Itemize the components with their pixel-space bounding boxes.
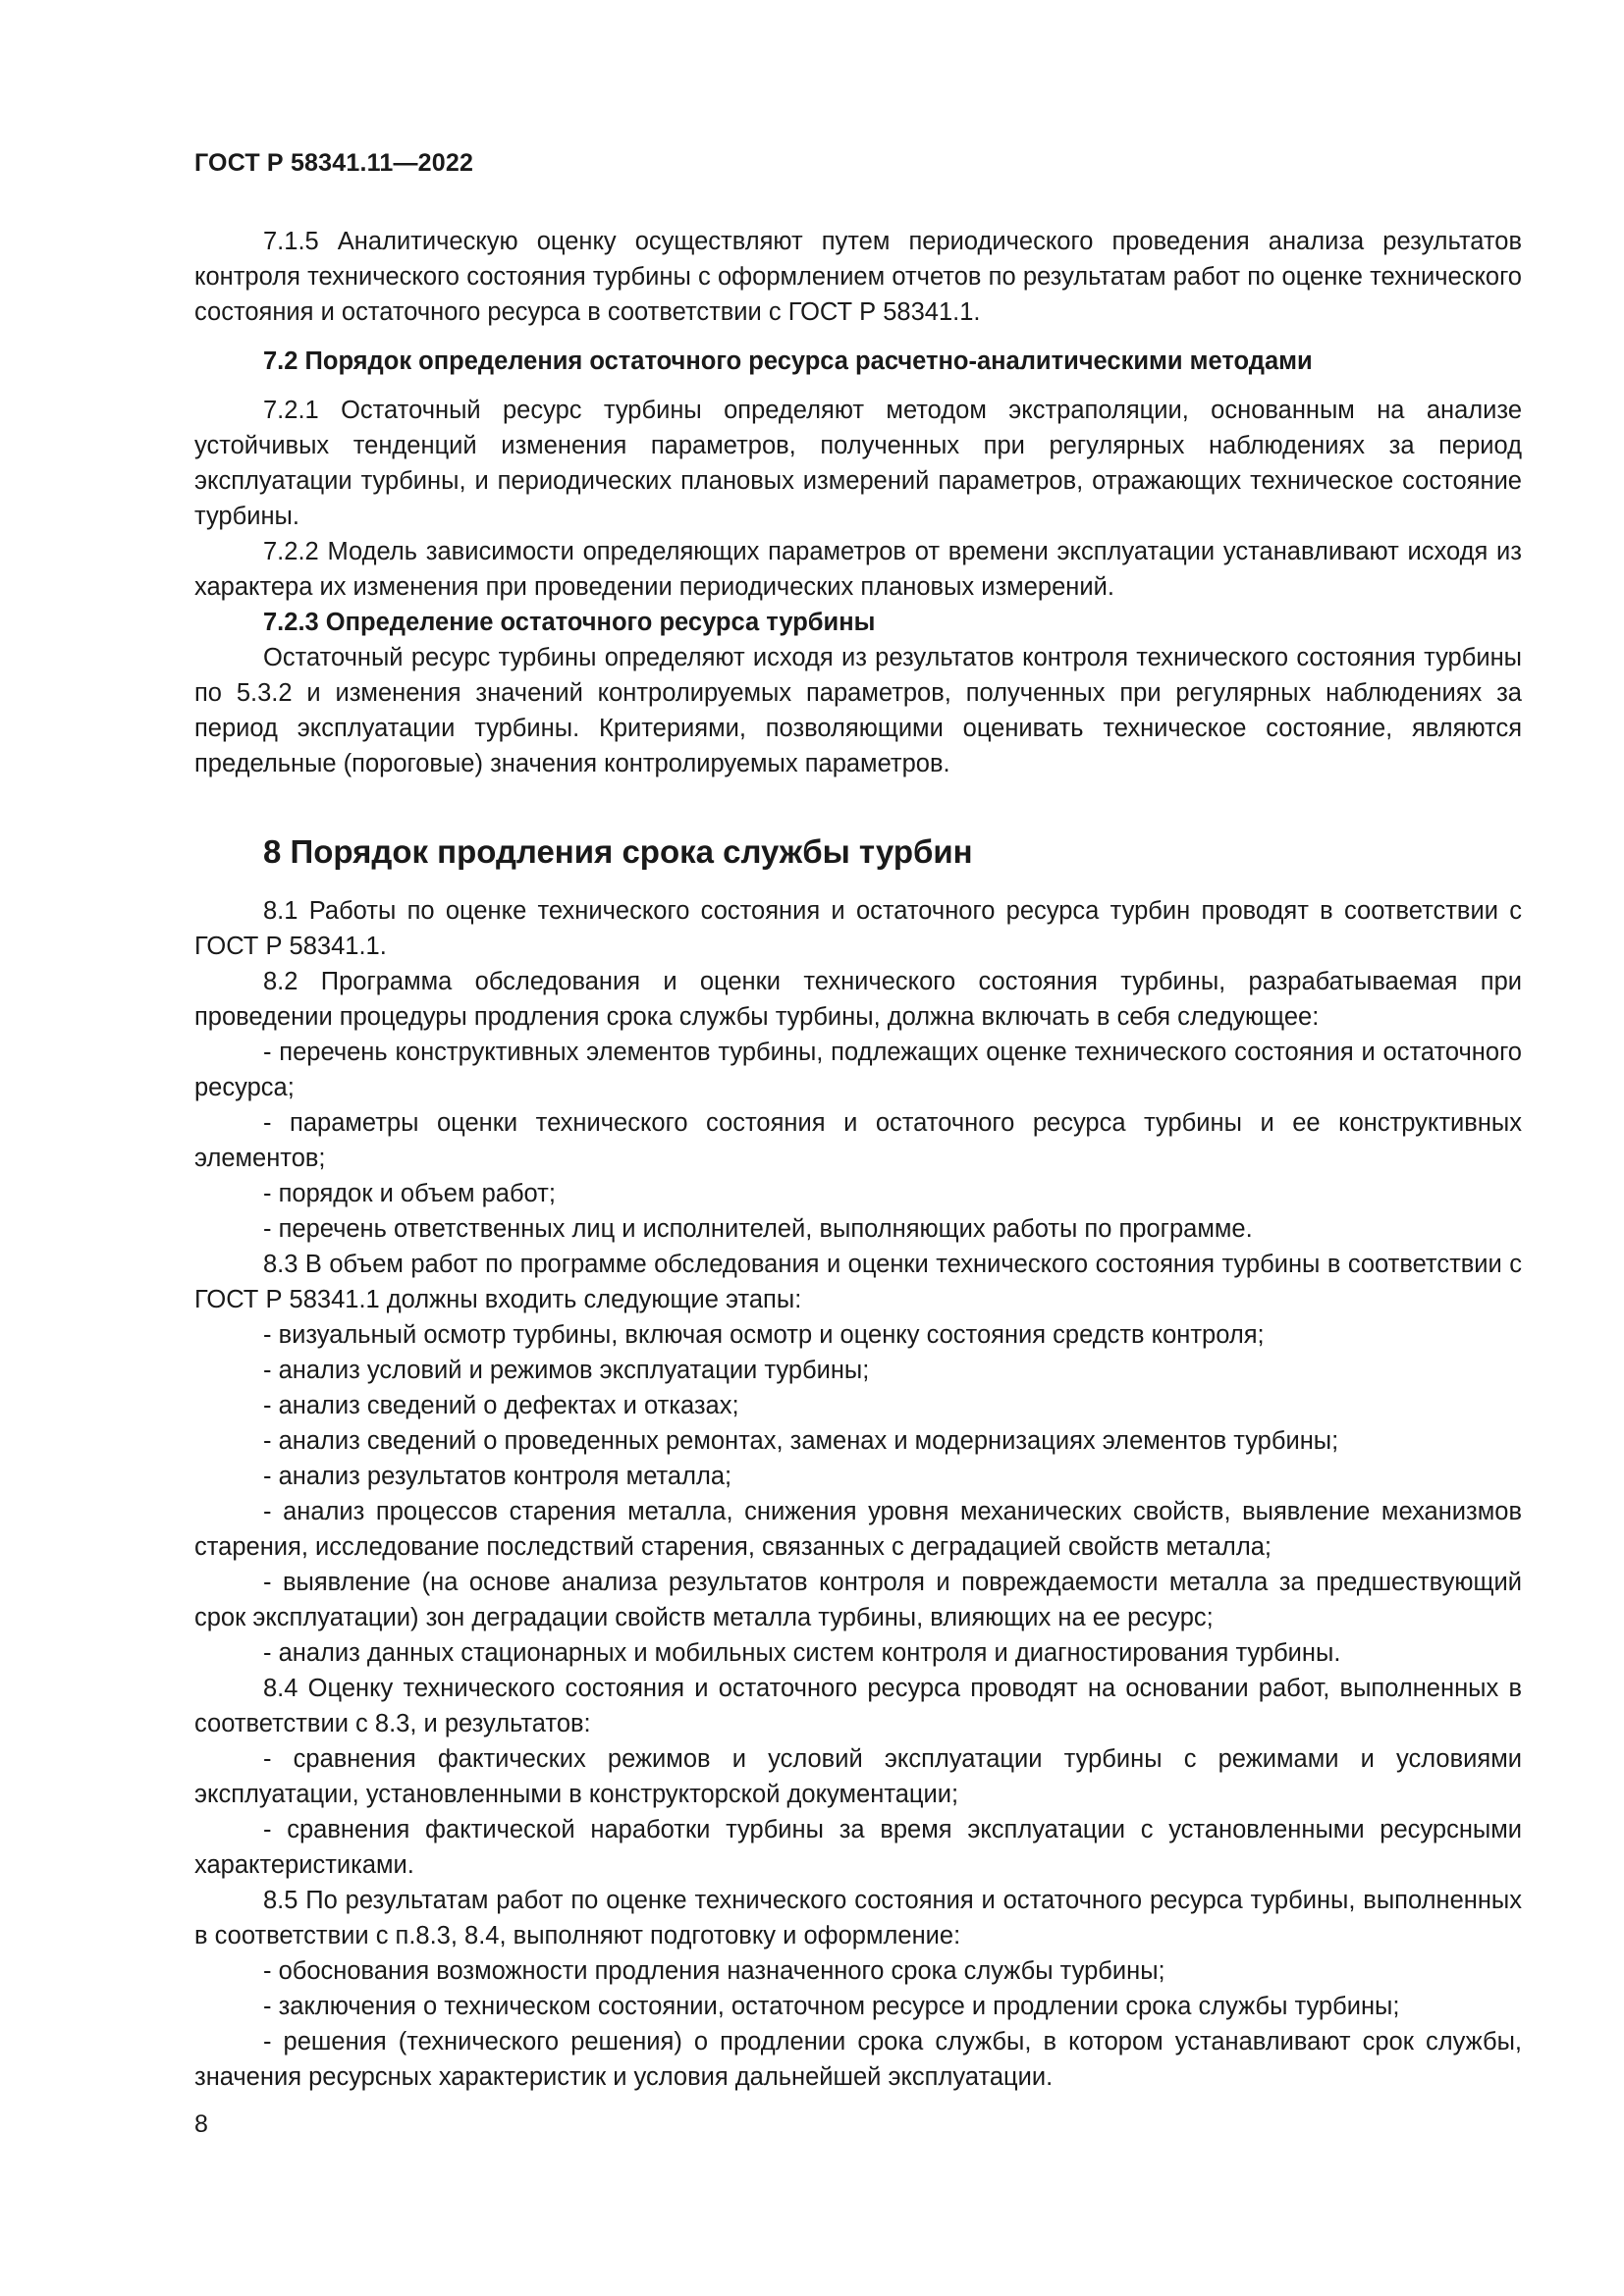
paragraph-7-2-1: 7.2.1 Остаточный ресурс турбины определяют методом экстраполяции, основанным на анализе устойчивых тенденций изменения параметров, полученных при регулярных наблюдениях за период эксплуатации турбины, и периодических плановых измерений параметров, отражающих техническое состояние турбины. — [194, 397, 1522, 530]
list-item: - анализ сведений о дефектах и отказах; — [263, 1392, 739, 1419]
list-item: - сравнения фактических режимов и условий эксплуатации турбины с режимами и условиями эксплуатации, установленными в конструкторской документации; — [194, 1745, 1522, 1808]
list-item: - перечень ответственных лиц и исполнителей, выполняющих работы по программе. — [263, 1215, 1253, 1243]
paragraph-7-1-5: 7.1.5 Аналитическую оценку осуществляют путем периодического проведения анализа результатов контроля технического состояния турбины с оформлением отчетов по результатам работ по оценке технического состояния и остаточного ресурса в соответствии с ГОСТ Р 58341.1. — [194, 228, 1522, 326]
list-item: - анализ данных стационарных и мобильных систем контроля и диагностирования турбины. — [263, 1639, 1341, 1667]
list-item: - анализ результатов контроля металла; — [263, 1463, 732, 1490]
list-item: - заключения о техническом состоянии, остаточном ресурсе и продлении срока службы турбины; — [263, 1993, 1400, 2020]
list-item: - визуальный осмотр турбины, включая осмотр и оценку состояния средств контроля; — [263, 1321, 1265, 1349]
paragraph-8-4: 8.4 Оценку технического состояния и остаточного ресурса проводят на основании работ, выполненных в соответствии с 8.3, и результатов: — [194, 1675, 1522, 1737]
list-item: - анализ процессов старения металла, снижения уровня механических свойств, выявление механизмов старения, исследование последствий старения, связанных с деградацией свойств металла; — [194, 1498, 1522, 1561]
list-item: - анализ сведений о проведенных ремонтах, заменах и модернизациях элементов турбины; — [263, 1427, 1339, 1455]
paragraph-8-3: 8.3 В объем работ по программе обследования и оценки технического состояния турбины в соответствии с ГОСТ Р 58341.1 должны входить следующие этапы: — [194, 1251, 1522, 1313]
list-item: - обоснования возможности продления назначенного срока службы турбины; — [263, 1957, 1165, 1985]
subsection-heading-7-2-3: 7.2.3 Определение остаточного ресурса турбины — [263, 609, 876, 636]
paragraph-8-2: 8.2 Программа обследования и оценки технического состояния турбины, разрабатываемая при проведении процедуры продления срока службы турбины, должна включать в себя следующее: — [194, 968, 1522, 1031]
paragraph-7-2-2: 7.2.2 Модель зависимости определяющих параметров от времени эксплуатации устанавливают исходя из характера их изменения при проведении периодических плановых измерений. — [194, 538, 1522, 601]
section-heading-7-2: 7.2 Порядок определения остаточного ресурса расчетно-аналитическими методами — [263, 347, 1313, 375]
document-code-header: ГОСТ Р 58341.11—2022 — [194, 149, 474, 177]
list-item: - параметры оценки технического состояния и остаточного ресурса турбины и ее конструктивных элементов; — [194, 1109, 1522, 1172]
list-item: - перечень конструктивных элементов турбины, подлежащих оценке технического состояния и остаточного ресурса; — [194, 1039, 1522, 1101]
paragraph-7-2-3-text: Остаточный ресурс турбины определяют исходя из результатов контроля технического состояния турбины по 5.3.2 и изменения значений контролируемых параметров, полученных при регулярных наблюдениях за период эксплуатации турбины. Критериями, позволяющими оценивать техническое состояние, являются предельные (пороговые) значения контролируемых параметров. — [194, 644, 1522, 777]
list-item: - порядок и объем работ; — [263, 1180, 556, 1207]
chapter-heading-8: 8 Порядок продления срока службы турбин — [263, 833, 973, 870]
paragraph-8-5: 8.5 По результатам работ по оценке технического состояния и остаточного ресурса турбины, выполненных в соответствии с п.8.3, 8.4, выполняют подготовку и оформление: — [194, 1887, 1522, 1949]
paragraph-8-1: 8.1 Работы по оценке технического состояния и остаточного ресурса турбин проводят в соответствии с ГОСТ Р 58341.1. — [194, 897, 1522, 960]
list-item: - выявление (на основе анализа результатов контроля и повреждаемости металла за предшествующий срок эксплуатации) зон деградации свойств металла турбины, влияющих на ее ресурс; — [194, 1569, 1522, 1631]
list-item: - сравнения фактической наработки турбины за время эксплуатации с установленными ресурсными характеристиками. — [194, 1816, 1522, 1879]
document-body — [194, 224, 1522, 2095]
list-item: - решения (технического решения) о продлении срока службы, в котором устанавливают срок службы, значения ресурсных характеристик и условия дальнейшей эксплуатации. — [194, 2028, 1522, 2091]
page-number: 8 — [194, 2110, 208, 2138]
list-item: - анализ условий и режимов эксплуатации турбины; — [263, 1357, 870, 1384]
